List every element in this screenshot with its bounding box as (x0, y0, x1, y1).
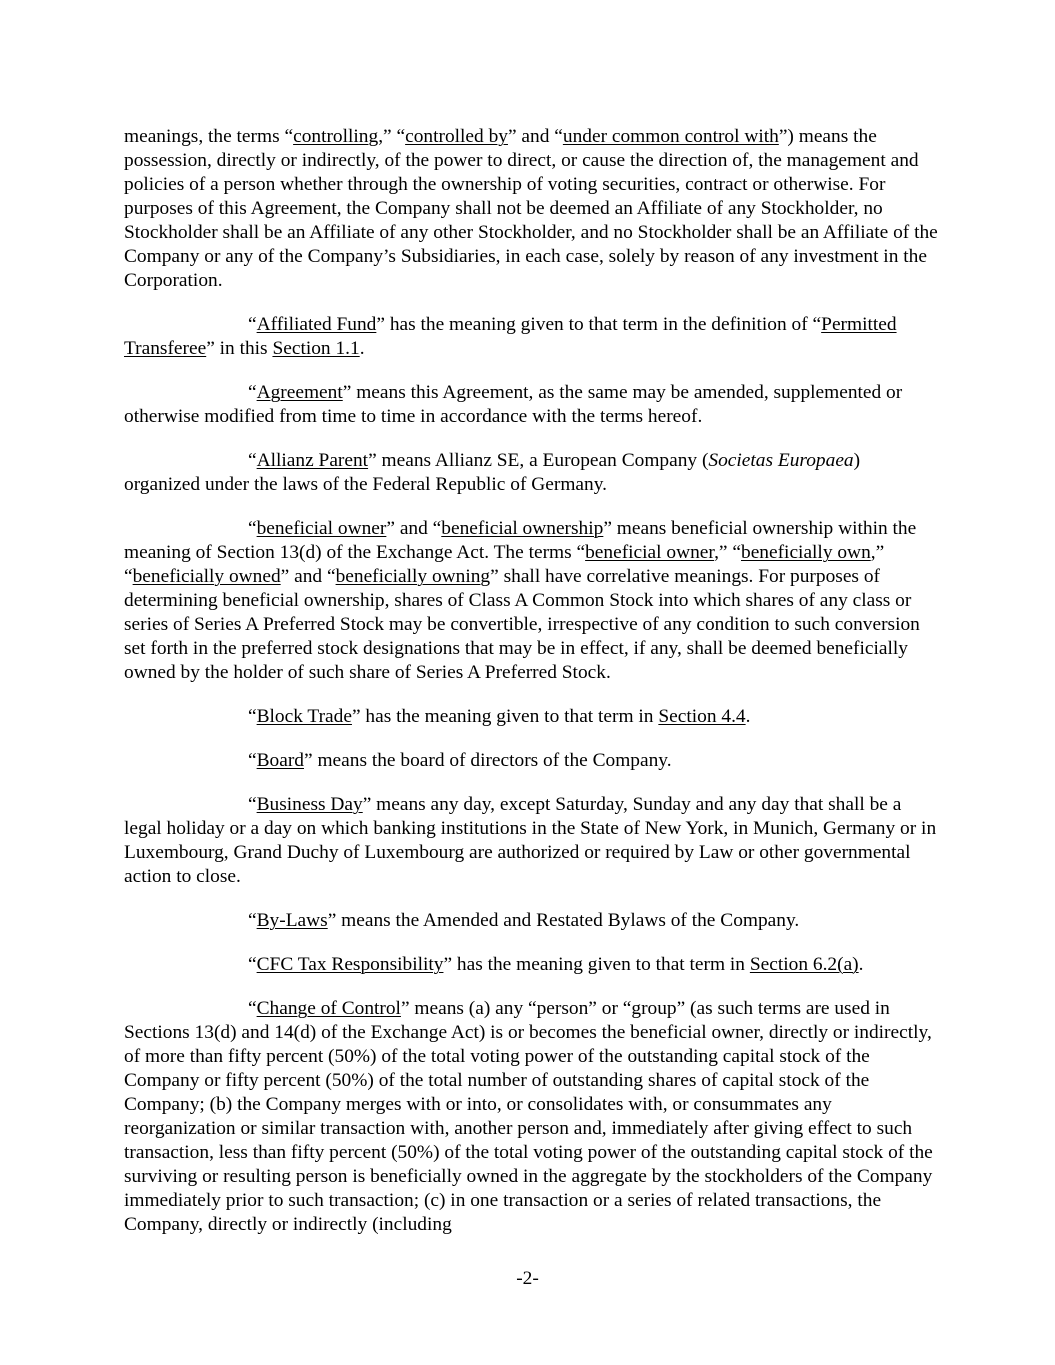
defined-term: Allianz Parent (256, 450, 369, 471)
text-segment: “ (248, 450, 257, 471)
text-segment: “ (248, 518, 257, 539)
para-beneficial-owner (124, 517, 940, 685)
text-segment: ” has the meaning given to that term in (351, 706, 659, 727)
text-segment: ” means beneficial ownership within the meaning of Section 13(d) of the Exchange Act. The terms “ (124, 518, 917, 563)
para-change-of-control (124, 997, 940, 1237)
text-segment: ” means (a) any “person” or “group” (as such terms are used in Sections 13(d) and 14(d) of the Exchange Act) is or becomes the beneficial owner, directly or indirectly, of more than fifty percent (50%) of the total voting power of the outstanding capital stock of the Company or fifty percent (50%) of the total number of outstanding shares of capital stock of the Company; (b) the Company merges with or into, or consolidates with, or consummates any reorganization or similar transaction with, another person and, immediately after giving effect to such transaction, less than fifty percent (50%) of the total voting power of the outstanding capital stock of the surviving or resulting person is beneficially owned in the aggregate by the stockholders of the Company immediately prior to such transaction; (c) in one transaction or a series of related transactions, the Company, directly or indirectly (including (124, 998, 933, 1235)
defined-term: controlled by (405, 126, 508, 147)
text-segment: ” and “ (386, 518, 442, 539)
document-body (124, 125, 940, 1257)
defined-term: beneficially owning (335, 566, 491, 587)
text-segment: ” shall have correlative meanings. For purposes of determining beneficial ownership, shares of Class A Common Stock into which shares of any class or series of Series A Preferred Stock may be convertible, irrespective of any condition to such conversion set forth in the preferred stock designations that may be in effect, if any, shall be deemed beneficially owned by the holder of such share of Series A Preferred Stock. (124, 566, 920, 683)
text-segment: ” means any day, except Saturday, Sunday and any day that shall be a legal holiday or a day on which banking institutions in the State of New York, in Munich, Germany or in Luxembourg, Grand Duchy of Luxembourg are authorized or required by Law or other governmental action to close. (124, 794, 937, 887)
defined-term: Section 1.1 (272, 338, 360, 359)
para-agreement (124, 381, 940, 429)
defined-term: Section 6.2(a) (749, 954, 859, 975)
text-segment: ” and “ (280, 566, 336, 587)
para-board (124, 749, 940, 773)
defined-term: CFC Tax Responsibility (256, 954, 444, 975)
text-segment: ” in this (206, 338, 273, 359)
defined-term: beneficially owned (132, 566, 281, 587)
text-segment: ” means Allianz SE, a European Company ( (368, 450, 709, 471)
defined-term: beneficial owner (256, 518, 387, 539)
para-business-day (124, 793, 940, 889)
defined-term: Block Trade (256, 706, 352, 727)
defined-term: Agreement (256, 382, 343, 403)
italic-text: Societas Europaea (708, 450, 854, 471)
text-segment: “ (248, 706, 257, 727)
page-number: -2- (516, 1268, 539, 1289)
para-allianz-parent (124, 449, 940, 497)
defined-term: beneficial ownership (441, 518, 604, 539)
para-cfc-tax-responsibility (124, 953, 940, 977)
defined-term: controlling (293, 126, 379, 147)
defined-term: Permitted Transferee (124, 314, 897, 359)
text-segment: . (745, 706, 751, 727)
defined-term: Change of Control (256, 998, 401, 1019)
text-segment: ” has the meaning given to that term in (443, 954, 750, 975)
text-segment: ,” “ (378, 126, 406, 147)
para-affiliated-fund (124, 313, 940, 361)
text-segment: ,” “ (714, 542, 741, 563)
text-segment: “ (248, 382, 257, 403)
defined-term: Section 4.4 (658, 706, 746, 727)
text-segment: “ (248, 314, 257, 335)
defined-term: By-Laws (256, 910, 328, 931)
defined-term: under common control with (562, 126, 779, 147)
defined-term: beneficially own (741, 542, 871, 563)
text-segment: “ (248, 750, 257, 771)
text-segment: ” means the Amended and Restated Bylaws of the Company. (327, 910, 800, 931)
para-affiliate-continued (124, 125, 940, 293)
text-segment: “ (248, 998, 257, 1019)
text-segment: “ (248, 954, 257, 975)
text-segment: . (359, 338, 365, 359)
text-segment: “ (248, 794, 257, 815)
text-segment: ” has the meaning given to that term in the definition of “ (376, 314, 822, 335)
text-segment: ,” “ (124, 542, 885, 587)
defined-term: beneficial owner (585, 542, 715, 563)
text-segment: ” means the board of directors of the Company. (304, 750, 672, 771)
defined-term: Business Day (256, 794, 363, 815)
text-segment: ” means this Agreement, as the same may be amended, supplemented or otherwise modified from time to time in accordance with the terms hereof. (124, 382, 903, 427)
para-by-laws (124, 909, 940, 933)
defined-term: Affiliated Fund (256, 314, 377, 335)
para-block-trade (124, 705, 940, 729)
text-segment: ) organized under the laws of the Federal Republic of Germany. (124, 450, 861, 495)
text-segment: . (858, 954, 864, 975)
text-segment: ”) means the possession, directly or indirectly, of the power to direct, or cause the direction of, the management and policies of a person whether through the ownership of voting securities, contract or otherwise. For purposes of this Agreement, the Company shall not be deemed an Affiliate of any Stockholder, no Stockholder shall be an Affiliate of any other Stockholder, and no Stockholder shall be an Affiliate of the Company or any of the Company’s Subsidiaries, in each case, solely by reason of any investment in the Corporation. (124, 126, 938, 291)
defined-term: Board (256, 750, 304, 771)
text-segment: ” and “ (507, 126, 563, 147)
text-segment: meanings, the terms “ (124, 126, 294, 147)
text-segment: “ (248, 910, 257, 931)
